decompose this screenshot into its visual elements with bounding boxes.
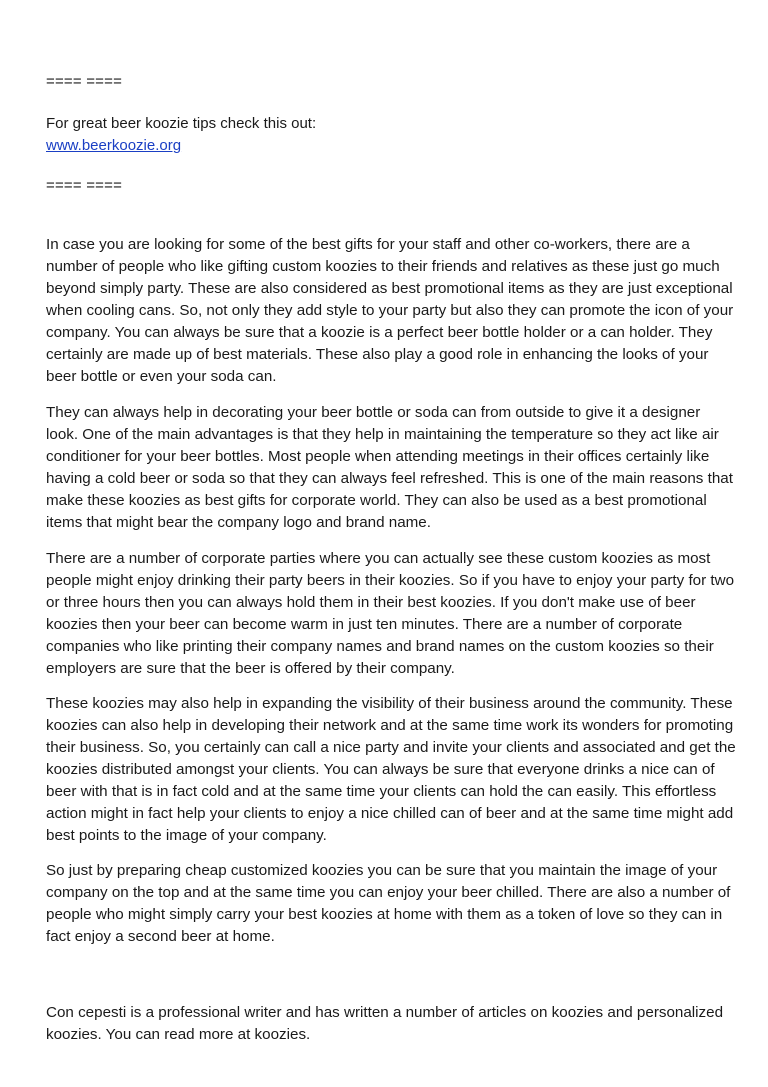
author-bio: Con cepesti is a professional writer and has written a number of articles on koozies and personalized koozies. You can read more at koozies. (46, 1004, 724, 1043)
paragraph-1: In case you are looking for some of the best gifts for your staff and other co-workers, there are a number of people who like gifting custom koozies to their friends and relatives as these just go much beyond simply party. These are also considered as best promotional items as they are just exceptional when cooling cans. So, not only they add style to your party but also they can promote the icon of your company. You can always be sure that a koozie is a perfect beer bottle holder or a can holder. They certainly are made up of best materials. These also play a good role in enhancing the looks of your beer bottle or even your soda can. (46, 236, 734, 385)
separator-top: ==== ==== (46, 73, 123, 90)
paragraph-5: So just by preparing cheap customized koozies you can be sure that you maintain the image of your company on the top and at the same time you can enjoy your beer chilled. There are also a number of people who might simply carry your best koozies at home with them as a token of love so they can in fact enjoy a second beer at home. (46, 862, 731, 945)
promo-block (46, 113, 316, 157)
paragraph-4: These koozies may also help in expanding the visibility of their business around the community. These koozies can also help in developing their network and at the same time work its wonders for promoting their business. So, you certainly can call a nice party and invite your clients and associated and get the koozies distributed amongst your clients. You can always be sure that everyone drinks a nice can of beer with that is in fact cold and at the same time your clients can hold the can easily. This effortless action might in fact help your clients to enjoy a nice chilled can of beer and at the same time might add best points to the image of your company. (46, 695, 736, 844)
promo-text: For great beer koozie tips check this out: (46, 115, 317, 132)
promo-link[interactable]: www.beerkoozie.org (46, 137, 182, 154)
separator-bottom: ==== ==== (46, 177, 123, 194)
paragraph-3: There are a number of corporate parties where you can actually see these custom koozies as most people might enjoy drinking their party beers in their koozies. So if you have to enjoy your party for two or three hours then you can always hold them in their best koozies. If you don't make use of beer koozies then your beer can become warm in just ten minutes. There are a number of corporate companies who like printing their company names and brand names on the custom koozies so their employers are sure that the beer is offered by their company. (46, 550, 735, 677)
paragraph-2: They can always help in decorating your beer bottle or soda can from outside to give it a designer look. One of the main advantages is that they help in maintaining the temperature so they act like air conditioner for your beer bottles. Most people when attending meetings in their offices certainly like having a cold beer or soda so that they can always feel refreshed. This is one of the main reasons that make these koozies as best gifts for corporate world. They can also be used as a best promotional items that might bear the company logo and brand name. (46, 404, 733, 531)
